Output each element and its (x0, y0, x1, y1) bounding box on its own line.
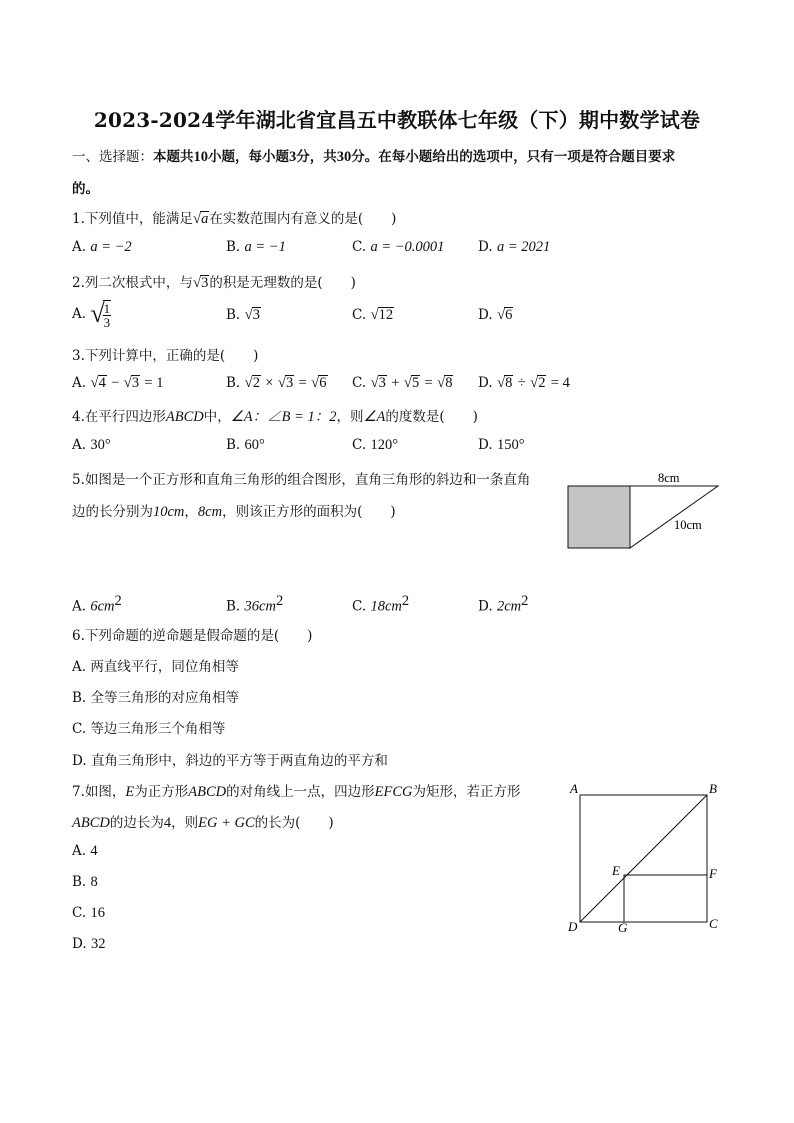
radicand: 2 (252, 375, 260, 391)
length-value: 8cm (197, 504, 223, 520)
q3-option-b[interactable] (226, 375, 328, 392)
option-label: A. (72, 239, 87, 255)
option-expr: a = 2021 (496, 239, 551, 255)
radical-sign-icon: √ (370, 375, 379, 391)
radicand: 3 (286, 375, 294, 391)
option-label: C. (352, 375, 367, 391)
option-label: D. (72, 936, 87, 952)
radicand: 5 (411, 375, 420, 391)
rectangle-efcg (624, 875, 707, 922)
option-text: 直角三角形中，斜边的平方等于两直角边的平方和 (90, 753, 388, 769)
option-value: 4 (90, 843, 98, 859)
radicand: 3 (378, 375, 386, 391)
question-text: 的对角线上一点，四边形 (226, 784, 375, 800)
label-b: B (709, 781, 717, 796)
question-6 (72, 624, 312, 644)
diagonal-bd (580, 795, 707, 922)
option-label: A. (72, 598, 87, 615)
option-label: A. (72, 437, 87, 453)
question-text: 如图是一个正方形和直角三角形的组合图形，直角三角形的斜边和一条直角 (84, 472, 531, 488)
option-label: C. (352, 307, 367, 323)
right-triangle-shape (630, 486, 718, 548)
q1-option-a[interactable] (72, 239, 132, 256)
option-expr: 120° (370, 437, 398, 453)
option-expr: 60° (244, 437, 265, 453)
question-text: 下列值中，能满足 (84, 211, 193, 227)
radicand: 4 (98, 375, 106, 391)
option-label: B. (226, 598, 241, 615)
fraction (103, 302, 112, 329)
q2-option-d[interactable] (478, 307, 513, 324)
question-text: 为矩形，若正方形 (412, 784, 521, 800)
question-count: 10 (193, 149, 208, 165)
option-label: D. (72, 753, 87, 769)
option-expr: 36cm (244, 598, 276, 615)
option-value: 16 (90, 905, 105, 921)
question-text: 下列计算中，正确的是( (84, 348, 226, 364)
shape-name: ABCD (72, 815, 110, 831)
q5-option-a[interactable] (72, 593, 122, 616)
q7-option-c[interactable] (72, 905, 105, 922)
equals: = (424, 375, 433, 391)
q5-option-b[interactable] (226, 593, 283, 616)
q3-option-c[interactable] (352, 375, 453, 392)
option-label: A. (72, 375, 87, 391)
question-5-line1 (72, 468, 530, 488)
section-heading-label: 一、选择题： (72, 149, 153, 165)
radical-sign-icon: √ (90, 375, 99, 391)
square-shape (568, 486, 630, 548)
option-label: D. (478, 239, 493, 255)
radical-sign-icon: √ (403, 375, 412, 391)
shape-name: ABCD (188, 784, 227, 800)
q1-option-b[interactable] (226, 239, 286, 256)
option-expr: 150° (496, 437, 525, 453)
radical-sign-icon: √ (311, 375, 320, 391)
question-text: ，则 (336, 409, 364, 425)
q7-option-d[interactable] (72, 936, 105, 953)
option-label: C. (352, 598, 367, 615)
label-f: F (709, 866, 717, 881)
option-label: C. (72, 905, 87, 921)
radicand (103, 300, 112, 329)
shape-name: EFCG (374, 784, 413, 800)
option-label: D. (478, 598, 493, 615)
radicand: a (201, 211, 209, 227)
question-number: 1. (72, 211, 85, 227)
option-expr: a = −2 (90, 239, 132, 255)
numerator: 1 (103, 300, 111, 316)
q2-option-a[interactable] (72, 299, 111, 329)
operator: × (265, 375, 274, 391)
question-text: 如图， (84, 784, 126, 800)
q6-option-c[interactable] (72, 717, 225, 737)
exponent: 2 (401, 593, 410, 609)
q4-option-b[interactable] (226, 437, 265, 454)
option-label: B. (72, 874, 87, 890)
option-label: B. (226, 437, 241, 453)
question-paren: ) (328, 815, 334, 831)
point-name: E (125, 784, 135, 800)
q2-option-b[interactable] (226, 307, 261, 324)
radicand: 3 (131, 375, 140, 391)
denominator: 3 (103, 314, 111, 330)
question-paren: ) (390, 504, 396, 520)
question-4 (72, 405, 478, 426)
option-label: C. (352, 239, 367, 255)
option-expr: 6cm (90, 598, 115, 615)
label-d: D (568, 919, 578, 934)
option-label: B. (226, 239, 241, 255)
page-title: 2023-2024学年湖北省宜昌五中教联体七年级（下）期中数学试卷 (93, 108, 701, 132)
question-7-line2 (72, 811, 334, 832)
section-text: 小题，每小题 (208, 149, 289, 165)
radical-sign-icon: √ (123, 375, 132, 391)
question-text: 的度数是( (385, 409, 445, 425)
question-number: 2. (72, 275, 85, 291)
question-text: 列二次根式中，与 (84, 275, 193, 291)
q5-figure (560, 465, 730, 557)
question-number: 5. (72, 472, 85, 488)
option-value: 32 (90, 936, 106, 952)
q6-option-a[interactable] (72, 655, 239, 675)
question-paren: ) (472, 409, 478, 425)
q6-option-d[interactable] (72, 749, 388, 769)
radicand: 3 (201, 275, 209, 291)
points-total: 30 (336, 149, 352, 165)
option-text: 全等三角形的对应角相等 (90, 690, 240, 706)
q3-option-d[interactable] (478, 375, 570, 392)
radical-sign-icon: √ (496, 375, 506, 391)
radical-sign-icon: √ (370, 307, 379, 323)
question-3 (72, 344, 258, 364)
q1-option-d[interactable] (478, 239, 550, 256)
equals: = 1 (144, 375, 164, 391)
section-heading-cont (72, 177, 99, 197)
exponent: 2 (114, 593, 122, 609)
operator: − (111, 375, 120, 391)
q5-option-c[interactable] (352, 593, 409, 616)
section-text: 的。 (72, 181, 99, 197)
question-2 (72, 271, 356, 292)
option-label: A. (72, 659, 87, 675)
radical-sign-icon: √ (436, 375, 446, 391)
option-expr: a = −1 (244, 239, 286, 255)
radical-sign-icon: √ (277, 375, 287, 391)
option-value: 8 (90, 874, 98, 890)
side-length: 4 (163, 815, 172, 831)
question-text: 中， (203, 409, 231, 425)
question-paren: ) (350, 275, 356, 291)
radicand: 6 (319, 375, 327, 391)
exponent: 2 (521, 593, 529, 609)
section-text: 本题共 (153, 149, 194, 165)
top-length-label: 8cm (658, 471, 680, 485)
angle-ratio: ∠A：∠B = 1：2 (230, 409, 337, 425)
radical-sign-icon: √ (496, 307, 506, 323)
q7-option-b[interactable] (72, 874, 98, 891)
question-text: 的长为( (254, 815, 301, 831)
option-label: D. (478, 375, 493, 391)
option-expr: 30° (90, 437, 111, 453)
q4-option-c[interactable] (352, 437, 398, 454)
option-expr: 2cm (496, 598, 522, 615)
question-paren: ) (391, 211, 397, 227)
radicand: 3 (252, 307, 260, 323)
q4-option-d[interactable] (478, 437, 525, 454)
question-number: 7. (72, 784, 85, 800)
option-label: B. (226, 307, 241, 323)
option-label: C. (352, 437, 367, 453)
question-text: 的边长为 (109, 815, 164, 831)
label-a: A (570, 781, 578, 796)
radicand: 12 (378, 307, 394, 323)
option-label: D. (478, 307, 493, 323)
section-text: 分，共 (296, 149, 337, 165)
label-g: G (618, 920, 628, 935)
section-heading (72, 145, 675, 166)
question-text: ，则该正方形的面积为( (222, 504, 363, 520)
hypotenuse-length-label: 10cm (674, 518, 702, 532)
option-text: 两直线平行，同位角相等 (90, 659, 239, 675)
option-label: D. (478, 437, 493, 453)
expression: EG + GC (198, 815, 255, 831)
shape-name: ABCD (165, 409, 204, 425)
option-expr: a = −0.0001 (370, 239, 445, 255)
angle-name: ∠A (363, 409, 386, 425)
points-each: 3 (289, 149, 297, 165)
operator: + (391, 375, 400, 391)
question-text: ，则 (171, 815, 199, 831)
q1-option-c[interactable] (352, 239, 444, 256)
question-1 (72, 207, 396, 228)
length-value: 10cm (153, 504, 185, 520)
q4-option-a[interactable] (72, 437, 111, 454)
question-paren: ) (253, 348, 259, 364)
option-text: 等边三角形三个角相等 (90, 721, 226, 737)
section-text: 分。在每小题给出的选项中，只有一项是符合题目要求 (351, 149, 676, 165)
question-text: 在平行四边形 (84, 409, 166, 425)
question-text: ， (184, 504, 198, 520)
radical-sign-icon: √ (244, 375, 253, 391)
option-label: A. (72, 306, 87, 322)
radical-sign-icon: √ (529, 375, 539, 391)
q6-option-b[interactable] (72, 686, 239, 706)
option-label: B. (72, 690, 87, 706)
operator: ÷ (517, 375, 526, 391)
radicand: 6 (505, 307, 513, 323)
q7-figure (562, 778, 728, 938)
question-text: 为正方形 (134, 784, 189, 800)
radical-sign-icon: √ (192, 211, 202, 227)
radicand: 2 (538, 375, 546, 391)
option-label: A. (72, 843, 87, 859)
option-label: B. (226, 375, 241, 391)
option-expr: 18cm (370, 598, 402, 615)
q3-option-a[interactable] (72, 375, 163, 392)
exponent: 2 (275, 593, 284, 609)
label-c: C (709, 916, 718, 931)
radical-sign-icon: √ (90, 299, 105, 328)
question-5-line2 (72, 500, 396, 521)
option-label: C. (72, 721, 87, 737)
q5-option-d[interactable] (478, 593, 528, 616)
radical-sign-icon: √ (244, 307, 253, 323)
radical-sign-icon: √ (192, 275, 202, 291)
question-text: 的积是无理数的是( (209, 275, 323, 291)
radicand: 8 (505, 375, 513, 391)
q7-option-a[interactable] (72, 843, 98, 860)
question-paren: ) (307, 628, 313, 644)
equals: = (298, 375, 307, 391)
question-number: 3. (72, 348, 85, 364)
question-text: 边的长分别为 (72, 504, 153, 520)
radicand: 8 (445, 375, 453, 391)
label-e: E (612, 863, 620, 878)
q2-option-c[interactable] (352, 307, 394, 324)
question-7-line1 (72, 780, 520, 801)
question-text: 下列命题的逆命题是假命题的是( (84, 628, 280, 644)
question-text: 在实数范围内有意义的是( (209, 211, 364, 227)
question-number: 6. (72, 628, 85, 644)
equals: = 4 (550, 375, 570, 391)
question-number: 4. (72, 409, 85, 425)
